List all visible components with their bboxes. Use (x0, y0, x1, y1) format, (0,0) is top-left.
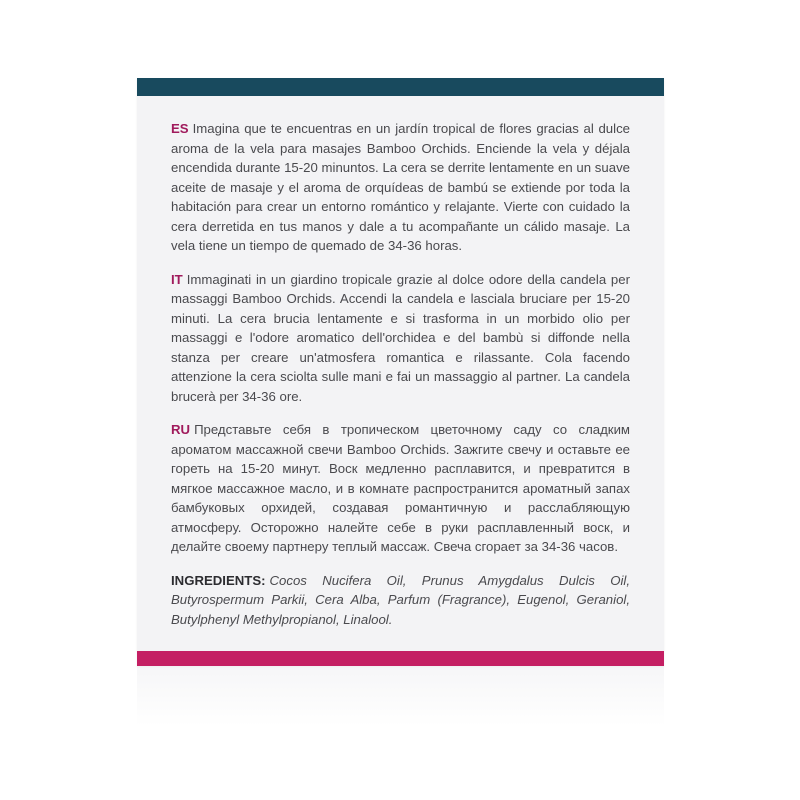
section-it-text: Immaginati in un giardino tropicale grazie al dolce odore della candela per massaggi Bamboo Orchids. Accendi la candela e lasciala bruciare per 15-20 minuti. La cera brucia lentamente e si trasforma in un morbido olio per massaggi e l'odore aromatico dell'orchidea e del bambù si diffonde nella stanza per creare un'atmosfera romantica e rilassante. Cola facendo attenzione la cera sciolta sulle mani e fai un massaggio al partner. La candela brucerà per 34-36 ore. (171, 271, 630, 404)
ingredients-list: Cocos Nucifera Oil, Prunus Amygdalus Dulcis Oil, Butyrospermum Parkii, Cera Alba, Parfum (Fragrance), Eugenol, Geraniol, Butylphenyl Methylpropianol, Linalool. (171, 572, 630, 627)
ingredients-label: INGREDIENTS: (171, 572, 266, 588)
label-text-block (171, 119, 630, 643)
section-es-text: Imagina que te encuentras en un jardín tropical de flores gracias al dulce aroma de la vela para masajes Bamboo Orchids. Enciende la vela y déjala encendida durante 15-20 minuntos. La cera se derrite lentamente en un suave aceite de masaje y el aroma de orquídeas de bambú se extiende por toda la habitación para crear un entorno romántico y relajante. Vierte con cuidado la cera derretida en tus manos y dale a tu acompañante un cálido masaje. La vela tiene un tiempo de quemado de 34-36 horas. (171, 121, 630, 253)
section-es (171, 119, 630, 256)
section-ru (171, 420, 630, 557)
section-ru-text: Представьте себя в тропическом цветочному саду со сладким ароматом массажной свечи Bamboo Orchids. Зажгите свечу и оставьте ее гореть на 15-20 минут. Воск медленно расплавится, и превратится в мягкое массажное масло, и в комнате распространится ароматный запах бамбуковых орхидей, создавая романтичную и расслабляющую атмосферу. Осторожно налейте себе в руки расплавленный воск, и делайте своему партнеру теплый массаж. Свеча сгорает за 34-36 часов. (171, 422, 630, 554)
ingredients-section (171, 571, 630, 630)
language-code-it: IT (171, 271, 183, 287)
language-code-ru: RU (171, 422, 191, 437)
section-it (171, 270, 630, 407)
card-reflection (137, 666, 664, 726)
bottom-color-band (137, 651, 664, 666)
product-label-card (137, 78, 664, 666)
language-code-es: ES (171, 121, 189, 136)
top-color-band (137, 78, 664, 96)
